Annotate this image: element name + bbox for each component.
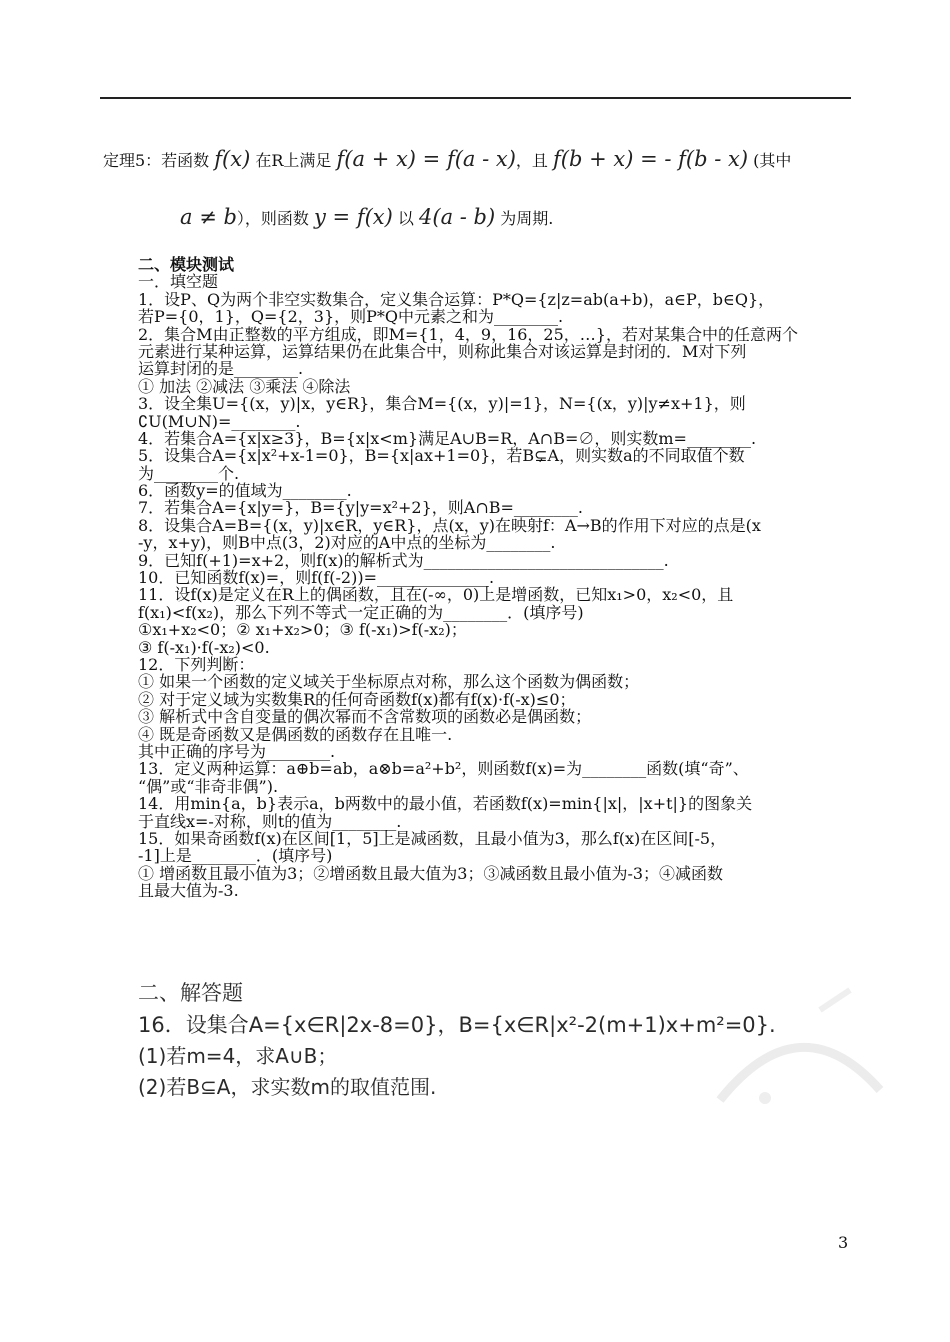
theorem-5-line-2 bbox=[180, 200, 860, 236]
formula-yfx: y = f(x) bbox=[314, 205, 393, 229]
answer-section-title: 二、解答题 bbox=[138, 981, 243, 1005]
question-line: -1]上是________．(填序号) bbox=[138, 846, 333, 866]
question-line: 运算封闭的是________. bbox=[138, 359, 304, 379]
question-line: 10．已知函数f(x)=，则f(f(-2))=______________. bbox=[138, 568, 495, 588]
question-line: “偶”或“非奇非偶”). bbox=[138, 776, 279, 796]
formula-fx: f(x) bbox=[214, 147, 251, 171]
question-16-part-1: (1)若m=4，求A∪B； bbox=[138, 1044, 338, 1068]
question-16: 16．设集合A={x∈R|2x-8=0}，B={x∈R|x²-2(m+1)x+m²=0}. bbox=[138, 1013, 776, 1037]
question-line: 元素进行某种运算，运算结果仍在此集合中，则称此集合对该运算是封闭的．M对下列 bbox=[138, 341, 747, 361]
theorem-text: (其中 bbox=[748, 151, 792, 170]
question-line: 4．若集合A={x|x≥3}，B={x|x<m}满足A∪B=R，A∩B=∅，则实数m=________. bbox=[138, 428, 757, 448]
theorem-text: 定理5：若函数 bbox=[103, 151, 215, 170]
question-line: 15．如果奇函数f(x)在区间[1，5]上是减函数，且最小值为3，那么f(x)在区间[-5， bbox=[138, 828, 727, 848]
question-line: ① 增函数且最小值为3；②增函数且最大值为3；③减函数且最小值为-3；④减函数 bbox=[138, 863, 724, 883]
question-line: 13．定义两种运算：a⊕b=ab，a⊗b=a²+b²，则函数f(x)=为________函数(填“奇”、 bbox=[138, 759, 749, 779]
theorem-5-line-1 bbox=[103, 142, 863, 178]
theorem-text: ），则函数 bbox=[236, 209, 315, 228]
question-line: 其中正确的序号为________. bbox=[138, 741, 336, 761]
question-line: f(x₁)<f(x₂)，那么下列不等式一定正确的为________．(填序号) bbox=[138, 602, 584, 622]
theorem-text: ，且 bbox=[515, 151, 554, 170]
question-line: 且最大值为-3. bbox=[138, 881, 239, 901]
question-line: ① 如果一个函数的定义域关于坐标原点对称，那么这个函数为偶函数； bbox=[138, 672, 640, 692]
formula-eq2: f(b + x) = - f(b - x) bbox=[553, 147, 749, 171]
question-line: 12．下列判断： bbox=[138, 654, 255, 674]
question-line: 11．设f(x)是定义在R上的偶函数，且在(-∞，0)上是增函数，已知x₁>0，x₂<0，且 bbox=[138, 585, 734, 605]
question-line: ③ 解析式中含自变量的偶次幂而不含常数项的函数必是偶函数； bbox=[138, 707, 592, 727]
answer-section bbox=[138, 976, 878, 1103]
question-line: ①x₁+x₂<0；② x₁+x₂>0；③ f(-x₁)>f(-x₂)； bbox=[138, 620, 467, 640]
formula-neq: a ≠ b bbox=[180, 205, 237, 229]
formula-eq1: f(a + x) = f(a - x) bbox=[336, 147, 516, 171]
question-line: ∁U(M∪N)=________. bbox=[138, 411, 301, 431]
question-line: ② 对于定义域为实数集R的任何奇函数f(x)都有f(x)·f(-x)≤0； bbox=[138, 689, 576, 709]
test-questions bbox=[138, 256, 858, 899]
question-16-part-2: (2)若B⊆A，求实数m的取值范围. bbox=[138, 1075, 437, 1099]
theorem-text: 为周期. bbox=[495, 209, 554, 228]
question-line: -y，x+y)，则B中点(3，2)对应的A中点的坐标为________. bbox=[138, 533, 556, 553]
subsection-title: 一．填空题 bbox=[138, 272, 219, 292]
question-line: 为________个. bbox=[138, 463, 240, 483]
question-line: 若P={0，1}，Q={2，3}，则P*Q中元素之和为________. bbox=[138, 307, 564, 327]
theorem-text: 以 bbox=[392, 209, 420, 228]
question-line: 5．设集合A={x|x²+x-1=0}，B={x|ax+1=0}，若B⊊A，则实数a的不同取值个数 bbox=[138, 446, 745, 466]
question-line: 9．已知f(+1)=x+2，则f(x)的解析式为______________________________. bbox=[138, 550, 669, 570]
section-title: 二、模块测试 bbox=[138, 255, 235, 274]
theorem-text: 在R上满足 bbox=[250, 151, 337, 170]
question-line: ④ 既是奇函数又是偶函数的函数存在且唯一. bbox=[138, 724, 453, 744]
question-line: 1．设P、Q为两个非空实数集合，定义集合运算：P*Q={z|z=ab(a+b)，a∈P，b∈Q}， bbox=[138, 289, 775, 309]
header-rule bbox=[100, 97, 851, 99]
formula-period: 4(a - b) bbox=[419, 205, 496, 229]
question-line: 7．若集合A={x|y=}，B={y|y=x²+2}，则A∩B=________. bbox=[138, 498, 583, 518]
question-line: 8．设集合A=B={(x，y)|x∈R，y∈R}，点(x，y)在映射f：A→B的作用下对应的点是(x bbox=[138, 515, 761, 535]
question-line: 14．用min{a，b}表示a，b两数中的最小值，若函数f(x)=min{|x|，|x+t|}的图象关 bbox=[138, 794, 753, 814]
question-line: 3．设全集U={(x，y)|x，y∈R}，集合M={(x，y)|=1}，N={(x，y)|y≠x+1}，则 bbox=[138, 394, 746, 414]
page-number: 3 bbox=[838, 1233, 849, 1252]
question-line: ③ f(-x₁)·f(-x₂)<0. bbox=[138, 637, 270, 657]
question-line: 2．集合M由正整数的平方组成，即M={1，4，9，16，25，…}，若对某集合中的任意两个 bbox=[138, 324, 798, 344]
question-line: 6．函数y=的值域为________. bbox=[138, 481, 352, 501]
question-line: 于直线x=-对称，则t的值为________. bbox=[138, 811, 402, 831]
question-line: ① 加法 ②减法 ③乘法 ④除法 bbox=[138, 376, 351, 396]
